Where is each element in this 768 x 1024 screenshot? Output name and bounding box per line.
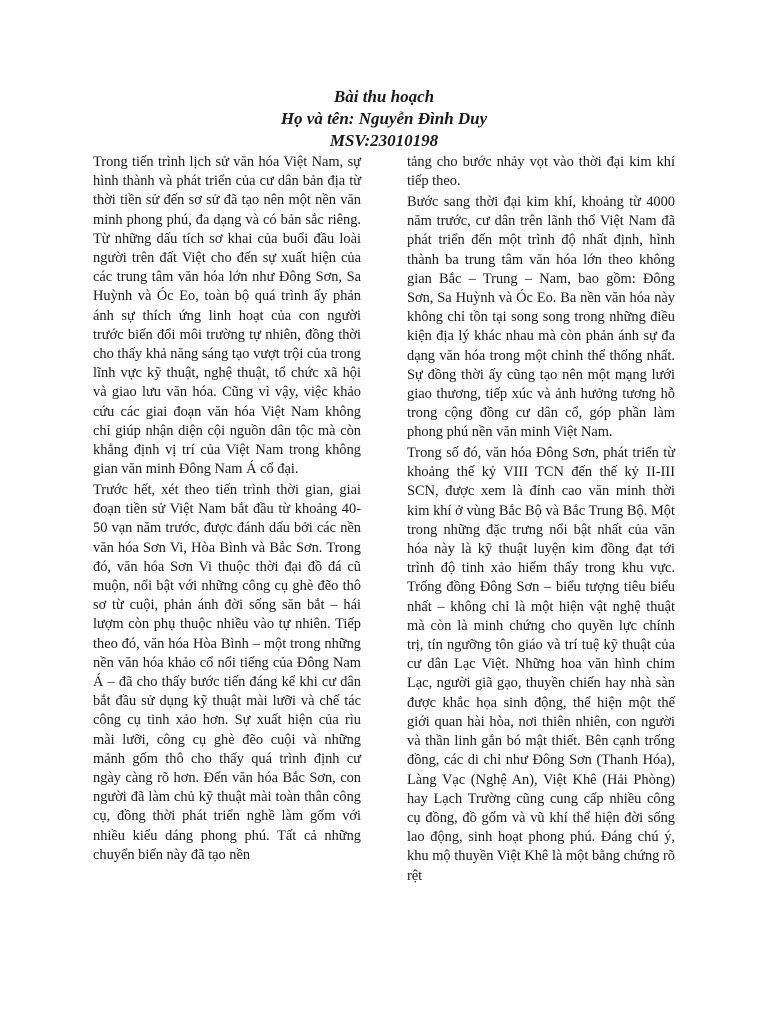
paragraph: Trong tiến trình lịch sử văn hóa Việt Nam, sự hình thành và phát triển của cư dân bản địa từ thời tiền sử đến sơ sử đã tạo nên một nền văn minh phong phú, đa dạng và có bản sắc riêng. Từ những dấu tích sơ khai của buổi đầu loài người trên đất Việt cho đến sự xuất hiện của các trung tâm văn hóa lớn như Đông Sơn, Sa Huỳnh và Óc Eo, toàn bộ quá trình ấy phản ánh sự thích ứng linh hoạt của con người trước biến đổi môi trường tự nhiên, đồng thời cho thấy khả năng sáng tạo vượt trội của trong lĩnh vực kỹ thuật, nghệ thuật, tổ chức xã hội và giao lưu văn hóa. Cũng vì vậy, việc khảo cứu các giai đoạn văn hóa Việt Nam không chỉ giúp nhận diện cội nguồn dân tộc mà còn khẳng định vị trí của Việt Nam trong không gian văn minh Đông Nam Á cổ đại. — [93, 154, 361, 478]
document-header — [0, 86, 768, 152]
paragraph: Trong số đó, văn hóa Đông Sơn, phát triển từ khoảng thế kỷ VIII TCN đến thế kỷ II-III SCN, được xem là đỉnh cao văn minh thời kim khí ở vùng Bắc Bộ và Bắc Trung Bộ. Một trong những đặc trưng nổi bật nhất của văn hóa này là kỹ thuật luyện kim đồng đạt tới trình độ tinh xảo hiếm thấy trong khu vực. Trống đồng Đông Sơn – biểu tượng tiêu biểu nhất – không chỉ là một hiện vật nghệ thuật mà còn là minh chứng cho quyền lực chính trị, tín ngưỡng tôn giáo và trí tuệ kỹ thuật của cư dân Lạc Việt. Những hoa văn hình chim Lạc, người giã gạo, thuyền chiến hay nhà sàn được khắc họa sinh động, thể hiện một thế giới quan hài hòa, nơi thiên nhiên, con người và thần linh gắn bó mật thiết. Bên cạnh trống đồng, các di chỉ như Đông Sơn (Thanh Hóa), Làng Vạc (Nghệ An), Việt Khê (Hải Phòng) hay Lạch Trường cũng cung cấp nhiều công cụ đồng, đồ gốm và vũ khí thể hiện đời sống lao động, sinh hoạt phong phú. Đáng chú ý, khu mộ thuyền Việt Khê là một bằng chứng rõ rệt — [407, 445, 675, 884]
right-column — [407, 153, 675, 887]
paragraph: Trước hết, xét theo tiến trình thời gian, giai đoạn tiền sử Việt Nam bắt đầu từ khoảng 40-50 vạn năm trước, được đánh dấu bởi các nền văn hóa Sơn Vi, Hòa Bình và Bắc Sơn. Trong đó, văn hóa Sơn Vi thuộc thời đại đồ đá cũ muộn, nổi bật với những công cụ ghè đẽo thô sơ từ cuội, phản ánh đời sống săn bắt – hái lượm còn phụ thuộc nhiều vào tự nhiên. Tiếp theo đó, văn hóa Hòa Bình – một trong những nền văn hóa khảo cổ nổi tiếng của Đông Nam Á – đã cho thấy bước tiến đáng kể khi cư dân bắt đầu sử dụng kỹ thuật mài lưỡi và chế tác công cụ tinh xảo hơn. Sự xuất hiện của rìu mài lưỡi, công cụ ghè đẽo cuội và những mảnh gốm thô cho thấy quá trình định cư ngày càng rõ hơn. Đến văn hóa Bắc Sơn, con người đã làm chủ kỹ thuật mài toàn thân công cụ, đồng thời phát triển nghề làm gốm với nhiều kiểu dáng phong phú. Tất cả những chuyển biến này đã tạo nền — [93, 481, 361, 863]
document-title: Bài thu hoạch — [333, 87, 435, 106]
left-column — [93, 153, 361, 867]
paragraph: Bước sang thời đại kim khí, khoảng từ 4000 năm trước, cư dân trên lãnh thổ Việt Nam đã phát triển đến một trình độ nhất định, hình thành ba trung tâm văn hóa lớn theo không gian Bắc – Trung – Nam, bao gồm: Đông Sơn, Sa Huỳnh và Óc Eo. Ba nền văn hóa này không chỉ tồn tại song song trong những điều kiện địa lý khác nhau mà còn phản ánh sự đa dạng văn hóa trong một chỉnh thể thống nhất. Sự đồng thời ấy cũng tạo nên một mạng lưới giao thương, tiếp xúc và ảnh hưởng tương hỗ trong cộng đồng cư dân cổ, góp phần làm phong phú nền văn minh Việt Nam. — [407, 193, 675, 441]
student-id: MSV:23010198 — [329, 131, 439, 150]
paragraph: tảng cho bước nhảy vọt vào thời đại kim khí tiếp theo. — [407, 154, 675, 190]
student-name: Họ và tên: Nguyễn Đình Duy — [280, 109, 488, 128]
